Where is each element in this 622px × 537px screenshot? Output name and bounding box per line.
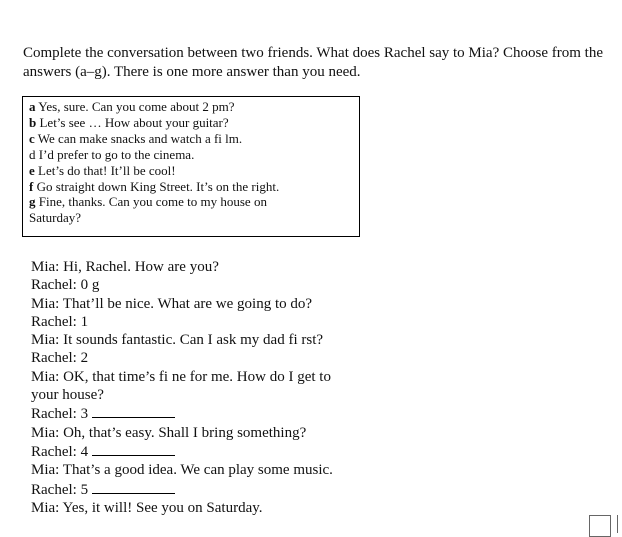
option-c — [29, 131, 353, 147]
dialogue-line-with-blank — [31, 404, 391, 423]
option-text: We can make snacks and watch a fi lm. — [37, 130, 243, 146]
option-d — [29, 147, 353, 163]
dialogue-line: Mia: That’ll be nice. What are we going to do? — [31, 295, 313, 312]
answer-blank-5[interactable] — [92, 480, 175, 494]
conversation — [31, 258, 391, 517]
option-text: Go straight down King Street. It’s on the right. — [36, 178, 280, 194]
dialogue-line: Rachel: 1 — [31, 313, 89, 330]
option-letter: d — [29, 146, 36, 162]
answer-blank-4[interactable] — [92, 442, 175, 456]
dialogue-line: Rachel: 0 g — [31, 277, 100, 294]
option-letter: f — [29, 178, 34, 194]
dialogue-text: Rachel: 5 — [31, 481, 89, 498]
page-corner-edge — [617, 515, 622, 533]
option-text: Let’s see … How about your guitar? — [39, 114, 229, 130]
option-letter: c — [29, 130, 35, 146]
dialogue-line: Rachel: 2 — [31, 350, 89, 367]
option-e — [29, 163, 353, 179]
option-g-continued — [29, 210, 353, 226]
dialogue-line: Mia: That’s a good idea. We can play some music. — [31, 462, 333, 479]
dialogue-line: Mia: Yes, it will! See you on Saturday. — [31, 499, 263, 516]
dialogue-text: Rachel: 4 — [31, 443, 89, 460]
dialogue-line: your house? — [31, 387, 104, 404]
option-text: Saturday? — [29, 210, 81, 226]
option-a — [29, 99, 353, 115]
task-instructions: Complete the conversation between two friends. What does Rachel say to Mia? Choose from the answers (a–g). There is one more answer than you need. — [23, 45, 603, 80]
option-letter: e — [29, 162, 35, 178]
dialogue-line: Mia: Oh, that’s easy. Shall I bring something? — [31, 424, 307, 441]
answer-options-box — [22, 96, 360, 237]
dialogue-line-with-blank — [31, 442, 391, 461]
dialogue-line: Mia: Hi, Rachel. How are you? — [31, 259, 219, 275]
dialogue-line: Mia: It sounds fantastic. Can I ask my dad fi rst? — [31, 332, 324, 349]
option-letter: b — [29, 114, 37, 130]
answer-blank-3[interactable] — [92, 404, 175, 418]
option-text: Let’s do that! It’ll be cool! — [38, 162, 176, 178]
dialogue-line-with-blank — [31, 480, 391, 499]
dialogue-line: Mia: OK, that time’s fi ne for me. How do I get to — [31, 368, 331, 385]
dialogue-text: Rachel: 3 — [31, 406, 89, 423]
page-corner-box — [589, 515, 611, 537]
option-letter: a — [29, 99, 36, 114]
option-text: I’d prefer to go to the cinema. — [38, 146, 195, 162]
option-text: Fine, thanks. Can you come to my house on — [38, 194, 267, 210]
option-letter: g — [29, 194, 36, 210]
option-b — [29, 115, 353, 131]
option-f — [29, 179, 353, 195]
option-g — [29, 194, 353, 210]
option-text: Yes, sure. Can you come about 2 pm? — [38, 99, 235, 114]
